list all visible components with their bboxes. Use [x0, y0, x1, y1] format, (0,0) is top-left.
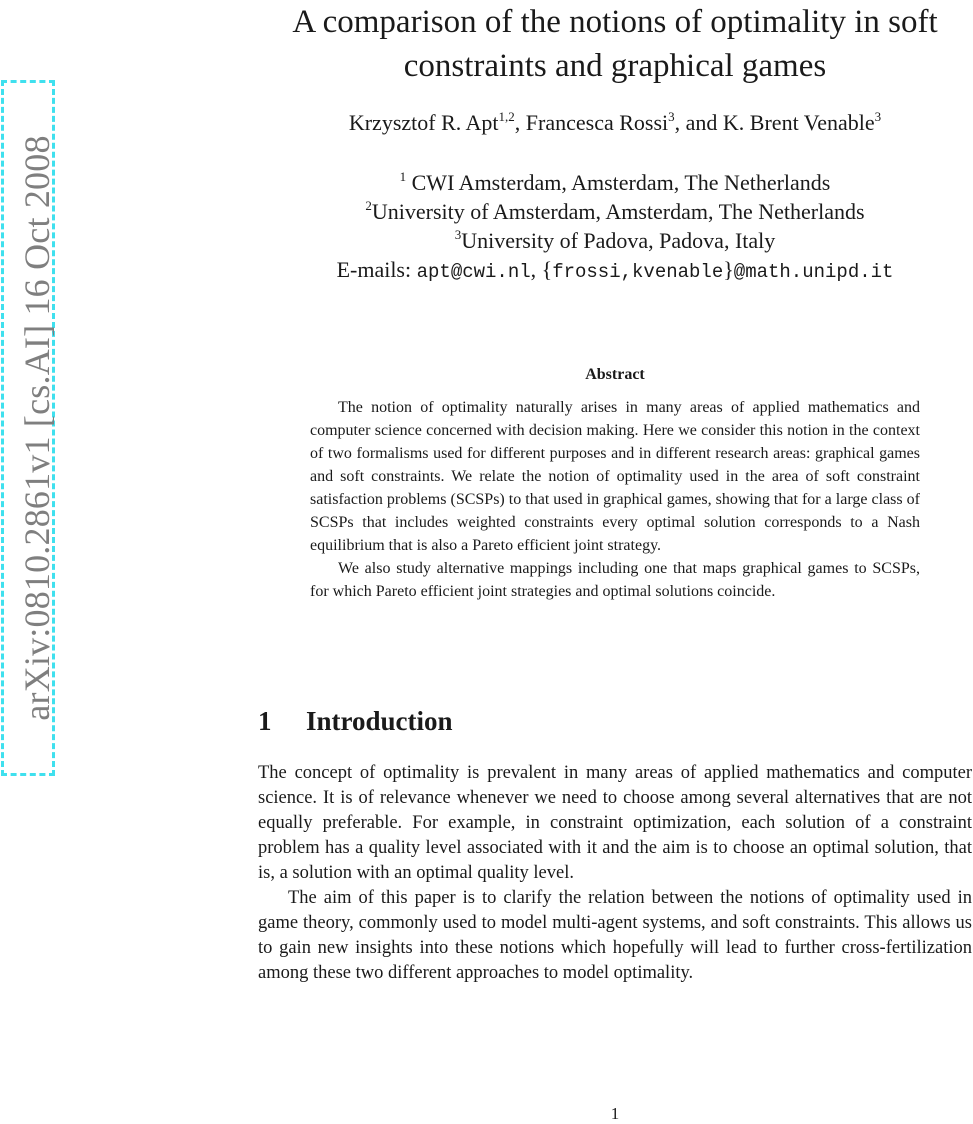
arxiv-date: 16 Oct 2008	[17, 135, 57, 316]
author-affil-mark: 3	[668, 109, 675, 124]
author-affil-mark: 3	[874, 109, 882, 124]
affiliations	[258, 168, 972, 287]
affil-mark: 3	[454, 227, 462, 242]
abstract-body	[310, 396, 920, 603]
page-number: 1	[610, 1104, 620, 1123]
abstract-heading: Abstract	[585, 366, 645, 383]
affil-mark: 2	[365, 198, 372, 213]
affil-text: University of Amsterdam, Amsterdam, The Netherlands	[371, 199, 865, 224]
body-paragraph: The concept of optimality is prevalent in many areas of applied mathematics and computer science. It is of relevance whenever we need to choose among several alternatives that are not equally preferable. For example, in constraint optimization, each solution of a constraint problem has a quality level associated with it and the aim is to choose an optimal solution, that is, a solution with an optimal quality level.	[258, 763, 972, 883]
arxiv-stamp	[16, 135, 58, 720]
affiliation-line	[258, 168, 972, 197]
affil-text: University of Padova, Padova, Italy	[461, 228, 776, 253]
author-name: K. Brent Venable	[722, 110, 875, 135]
email-link[interactable]: frossi,kvenable	[552, 261, 724, 283]
paper-title: A comparison of the notions of optimality in soft constraints and graphical games	[292, 4, 938, 84]
abstract-paragraph: We also study alternative mappings including one that maps graphical games to SCSPs, for which Pareto efficient joint strategies and optimal solutions coincide.	[310, 560, 920, 600]
section-title: Introduction	[306, 706, 453, 736]
section-number: 1	[258, 706, 272, 736]
arxiv-id: arXiv:0810.2861v1	[17, 436, 57, 721]
email-line: E-mails: apt@cwi.nl, {frossi,kvenable}@math.unipd.it	[336, 257, 894, 283]
section-heading	[258, 706, 453, 737]
arxiv-category: [cs.AI]	[17, 324, 57, 428]
author-name: Krzysztof R. Apt	[348, 110, 499, 135]
email-domain: @math.unipd.it	[733, 261, 894, 283]
introduction-body	[258, 761, 972, 986]
affil-text: CWI Amsterdam, Amsterdam, The Netherlands	[411, 170, 831, 195]
abstract-paragraph: The notion of optimality naturally arises in many areas of applied mathematics and computer science concerned with decision making. Here we consider this notion in the context of two formalisms used for different purposes and in different research areas: graphical games and soft constraints. We relate the notion of optimality used in the area of soft constraint satisfaction problems (SCSPs) to that used in graphical games, showing that for a large class of SCSPs that includes weighted constraints every optimal solution corresponds to a Nash equilibrium that is also a Pareto efficient joint strategy.	[310, 399, 920, 554]
email-label: E-mails:	[336, 257, 412, 282]
author-list: Krzysztof R. Apt$^{1,2}$, Francesca Rossi$^3$, and K. Brent Venable$^3$	[348, 109, 882, 135]
affiliation-line	[258, 226, 972, 255]
email-link[interactable]: apt@cwi.nl	[416, 261, 531, 283]
author-name: Francesca Rossi	[525, 110, 669, 135]
affiliation-line	[258, 197, 972, 226]
body-paragraph: The aim of this paper is to clarify the relation between the notions of optimality used in game theory, commonly used to model multi-agent systems, and soft constraints. This allows us to gain new insights into these notions which hopefully will lead to further cross-fertilization among these two different approaches to model optimality.	[258, 888, 972, 983]
affil-mark: 1	[399, 169, 407, 184]
author-affil-mark: 1,2	[498, 109, 515, 124]
